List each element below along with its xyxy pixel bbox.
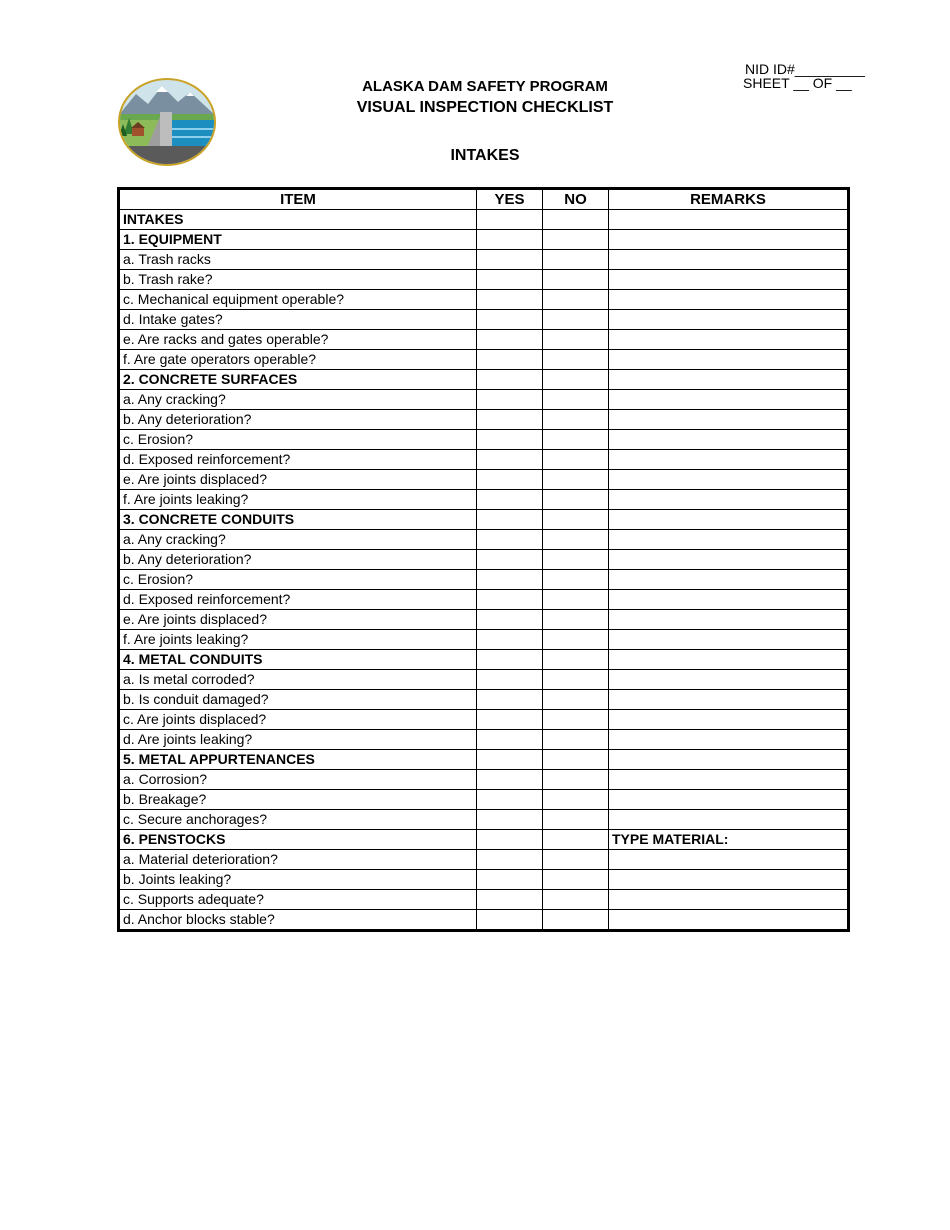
no-cell[interactable] bbox=[543, 210, 609, 230]
remarks-cell[interactable] bbox=[609, 890, 849, 910]
yes-cell[interactable] bbox=[477, 270, 543, 290]
yes-cell[interactable] bbox=[477, 250, 543, 270]
item-label: c. Secure anchorages? bbox=[119, 810, 477, 830]
column-header-yes: YES bbox=[477, 189, 543, 210]
sheet-number-field[interactable]: SHEET __ OF __ bbox=[743, 75, 852, 91]
table-row bbox=[119, 670, 849, 690]
remarks-cell[interactable] bbox=[609, 790, 849, 810]
table-row bbox=[119, 430, 849, 450]
no-cell[interactable] bbox=[543, 510, 609, 530]
page-title: VISUAL INSPECTION CHECKLIST bbox=[356, 99, 614, 116]
remarks-cell[interactable] bbox=[609, 470, 849, 490]
no-cell[interactable] bbox=[543, 890, 609, 910]
yes-cell[interactable] bbox=[477, 710, 543, 730]
table-row bbox=[119, 730, 849, 750]
yes-cell[interactable] bbox=[477, 910, 543, 931]
remarks-cell[interactable] bbox=[609, 450, 849, 470]
no-cell[interactable] bbox=[543, 650, 609, 670]
table-row bbox=[119, 450, 849, 470]
remarks-cell[interactable] bbox=[609, 530, 849, 550]
yes-cell[interactable] bbox=[477, 450, 543, 470]
section-label: INTAKES bbox=[119, 210, 477, 230]
no-cell[interactable] bbox=[543, 750, 609, 770]
remarks-cell[interactable] bbox=[609, 910, 849, 931]
yes-cell[interactable] bbox=[477, 290, 543, 310]
table-row bbox=[119, 250, 849, 270]
item-label: c. Mechanical equipment operable? bbox=[119, 290, 477, 310]
yes-cell[interactable] bbox=[477, 510, 543, 530]
alaska-dam-safety-logo bbox=[116, 76, 218, 168]
yes-cell[interactable] bbox=[477, 370, 543, 390]
item-label: b. Any deterioration? bbox=[119, 410, 477, 430]
yes-cell[interactable] bbox=[477, 490, 543, 510]
remarks-cell[interactable] bbox=[609, 630, 849, 650]
item-label: f. Are joints leaking? bbox=[119, 490, 477, 510]
yes-cell[interactable] bbox=[477, 790, 543, 810]
yes-cell[interactable] bbox=[477, 650, 543, 670]
no-cell[interactable] bbox=[543, 290, 609, 310]
table-row bbox=[119, 570, 849, 590]
remarks-cell[interactable] bbox=[609, 250, 849, 270]
no-cell[interactable] bbox=[543, 390, 609, 410]
no-cell[interactable] bbox=[543, 350, 609, 370]
section-label: 5. METAL APPURTENANCES bbox=[119, 750, 477, 770]
item-label: a. Material deterioration? bbox=[119, 850, 477, 870]
no-cell[interactable] bbox=[543, 630, 609, 650]
remarks-cell[interactable] bbox=[609, 510, 849, 530]
table-row bbox=[119, 690, 849, 710]
remarks-cell[interactable] bbox=[609, 590, 849, 610]
section-label: 1. EQUIPMENT bbox=[119, 230, 477, 250]
yes-cell[interactable] bbox=[477, 730, 543, 750]
item-label: b. Breakage? bbox=[119, 790, 477, 810]
item-label: d. Intake gates? bbox=[119, 310, 477, 330]
section-label: 6. PENSTOCKS bbox=[119, 830, 477, 850]
table-row bbox=[119, 490, 849, 510]
table-row bbox=[119, 530, 849, 550]
no-cell[interactable] bbox=[543, 330, 609, 350]
remarks-cell[interactable] bbox=[609, 390, 849, 410]
item-label: c. Erosion? bbox=[119, 430, 477, 450]
yes-cell[interactable] bbox=[477, 590, 543, 610]
table-row bbox=[119, 870, 849, 890]
no-cell[interactable] bbox=[543, 230, 609, 250]
yes-cell[interactable] bbox=[477, 630, 543, 650]
table-row bbox=[119, 270, 849, 290]
no-cell[interactable] bbox=[543, 550, 609, 570]
remarks-cell[interactable] bbox=[609, 850, 849, 870]
table-row bbox=[119, 330, 849, 350]
no-cell[interactable] bbox=[543, 590, 609, 610]
inspection-checklist-table bbox=[117, 187, 850, 932]
yes-cell[interactable] bbox=[477, 570, 543, 590]
table-row bbox=[119, 410, 849, 430]
remarks-cell[interactable] bbox=[609, 350, 849, 370]
yes-cell[interactable] bbox=[477, 410, 543, 430]
yes-cell[interactable] bbox=[477, 470, 543, 490]
yes-cell[interactable] bbox=[477, 850, 543, 870]
no-cell[interactable] bbox=[543, 490, 609, 510]
item-label: b. Joints leaking? bbox=[119, 870, 477, 890]
remarks-cell[interactable] bbox=[609, 710, 849, 730]
yes-cell[interactable] bbox=[477, 310, 543, 330]
remarks-cell[interactable] bbox=[609, 870, 849, 890]
section-label: 4. METAL CONDUITS bbox=[119, 650, 477, 670]
item-label: a. Is metal corroded? bbox=[119, 670, 477, 690]
remarks-cell[interactable] bbox=[609, 410, 849, 430]
no-cell[interactable] bbox=[543, 810, 609, 830]
no-cell[interactable] bbox=[543, 870, 609, 890]
no-cell[interactable] bbox=[543, 790, 609, 810]
table-header-row bbox=[119, 189, 849, 210]
yes-cell[interactable] bbox=[477, 670, 543, 690]
no-cell[interactable] bbox=[543, 830, 609, 850]
item-label: d. Exposed reinforcement? bbox=[119, 590, 477, 610]
item-label: e. Are joints displaced? bbox=[119, 610, 477, 630]
remarks-cell[interactable] bbox=[609, 370, 849, 390]
table-section-row bbox=[119, 210, 849, 230]
remarks-cell[interactable] bbox=[609, 730, 849, 750]
yes-cell[interactable] bbox=[477, 210, 543, 230]
remarks-cell[interactable] bbox=[609, 490, 849, 510]
item-label: d. Exposed reinforcement? bbox=[119, 450, 477, 470]
table-row bbox=[119, 390, 849, 410]
no-cell[interactable] bbox=[543, 450, 609, 470]
column-header-remarks: REMARKS bbox=[609, 189, 849, 210]
remarks-cell[interactable] bbox=[609, 770, 849, 790]
table-row bbox=[119, 310, 849, 330]
table-row bbox=[119, 610, 849, 630]
yes-cell[interactable] bbox=[477, 330, 543, 350]
yes-cell[interactable] bbox=[477, 390, 543, 410]
table-row bbox=[119, 790, 849, 810]
item-label: a. Corrosion? bbox=[119, 770, 477, 790]
no-cell[interactable] bbox=[543, 670, 609, 690]
yes-cell[interactable] bbox=[477, 830, 543, 850]
no-cell[interactable] bbox=[543, 430, 609, 450]
remarks-cell[interactable] bbox=[609, 650, 849, 670]
table-section-row bbox=[119, 650, 849, 670]
remarks-cell[interactable] bbox=[609, 550, 849, 570]
no-cell[interactable] bbox=[543, 710, 609, 730]
remarks-cell[interactable]: TYPE MATERIAL: bbox=[609, 830, 849, 850]
section-label: 3. CONCRETE CONDUITS bbox=[119, 510, 477, 530]
remarks-cell[interactable] bbox=[609, 210, 849, 230]
no-cell[interactable] bbox=[543, 610, 609, 630]
table-row bbox=[119, 290, 849, 310]
yes-cell[interactable] bbox=[477, 350, 543, 370]
remarks-cell[interactable] bbox=[609, 270, 849, 290]
table-row bbox=[119, 550, 849, 570]
yes-cell[interactable] bbox=[477, 770, 543, 790]
remarks-cell[interactable] bbox=[609, 330, 849, 350]
item-label: a. Any cracking? bbox=[119, 530, 477, 550]
item-label: a. Any cracking? bbox=[119, 390, 477, 410]
nid-id-field[interactable]: NID ID#_________ bbox=[745, 61, 865, 77]
item-label: e. Are racks and gates operable? bbox=[119, 330, 477, 350]
table-row bbox=[119, 910, 849, 931]
remarks-cell[interactable] bbox=[609, 290, 849, 310]
item-label: a. Trash racks bbox=[119, 250, 477, 270]
item-label: c. Are joints displaced? bbox=[119, 710, 477, 730]
program-name: ALASKA DAM SAFETY PROGRAM bbox=[362, 78, 608, 95]
yes-cell[interactable] bbox=[477, 610, 543, 630]
item-label: f. Are joints leaking? bbox=[119, 630, 477, 650]
table-row bbox=[119, 770, 849, 790]
yes-cell[interactable] bbox=[477, 810, 543, 830]
table-row bbox=[119, 470, 849, 490]
item-label: b. Any deterioration? bbox=[119, 550, 477, 570]
section-title: INTAKES bbox=[450, 147, 520, 164]
item-label: c. Erosion? bbox=[119, 570, 477, 590]
table-row bbox=[119, 850, 849, 870]
no-cell[interactable] bbox=[543, 250, 609, 270]
no-cell[interactable] bbox=[543, 770, 609, 790]
table-section-row bbox=[119, 510, 849, 530]
remarks-cell[interactable] bbox=[609, 690, 849, 710]
yes-cell[interactable] bbox=[477, 870, 543, 890]
no-cell[interactable] bbox=[543, 910, 609, 931]
no-cell[interactable] bbox=[543, 310, 609, 330]
remarks-cell[interactable] bbox=[609, 810, 849, 830]
remarks-cell[interactable] bbox=[609, 230, 849, 250]
yes-cell[interactable] bbox=[477, 890, 543, 910]
remarks-cell[interactable] bbox=[609, 750, 849, 770]
remarks-cell[interactable] bbox=[609, 570, 849, 590]
yes-cell[interactable] bbox=[477, 750, 543, 770]
item-label: b. Is conduit damaged? bbox=[119, 690, 477, 710]
remarks-cell[interactable] bbox=[609, 430, 849, 450]
item-label: b. Trash rake? bbox=[119, 270, 477, 290]
item-label: d. Are joints leaking? bbox=[119, 730, 477, 750]
no-cell[interactable] bbox=[543, 690, 609, 710]
yes-cell[interactable] bbox=[477, 430, 543, 450]
remarks-cell[interactable] bbox=[609, 670, 849, 690]
no-cell[interactable] bbox=[543, 370, 609, 390]
no-cell[interactable] bbox=[543, 570, 609, 590]
yes-cell[interactable] bbox=[477, 690, 543, 710]
table-row bbox=[119, 810, 849, 830]
column-header-no: NO bbox=[543, 189, 609, 210]
yes-cell[interactable] bbox=[477, 230, 543, 250]
no-cell[interactable] bbox=[543, 270, 609, 290]
item-label: d. Anchor blocks stable? bbox=[119, 910, 477, 931]
column-header-item: ITEM bbox=[119, 189, 477, 210]
no-cell[interactable] bbox=[543, 410, 609, 430]
yes-cell[interactable] bbox=[477, 530, 543, 550]
item-label: f. Are gate operators operable? bbox=[119, 350, 477, 370]
no-cell[interactable] bbox=[543, 850, 609, 870]
no-cell[interactable] bbox=[543, 530, 609, 550]
item-label: c. Supports adequate? bbox=[119, 890, 477, 910]
table-row bbox=[119, 710, 849, 730]
table-row bbox=[119, 350, 849, 370]
table-row bbox=[119, 890, 849, 910]
table-section-row bbox=[119, 830, 849, 850]
section-label: 2. CONCRETE SURFACES bbox=[119, 370, 477, 390]
table-row bbox=[119, 590, 849, 610]
no-cell[interactable] bbox=[543, 730, 609, 750]
table-section-row bbox=[119, 750, 849, 770]
remarks-cell[interactable] bbox=[609, 610, 849, 630]
table-row bbox=[119, 630, 849, 650]
table-section-row bbox=[119, 230, 849, 250]
yes-cell[interactable] bbox=[477, 550, 543, 570]
table-section-row bbox=[119, 370, 849, 390]
item-label: e. Are joints displaced? bbox=[119, 470, 477, 490]
remarks-cell[interactable] bbox=[609, 310, 849, 330]
no-cell[interactable] bbox=[543, 470, 609, 490]
